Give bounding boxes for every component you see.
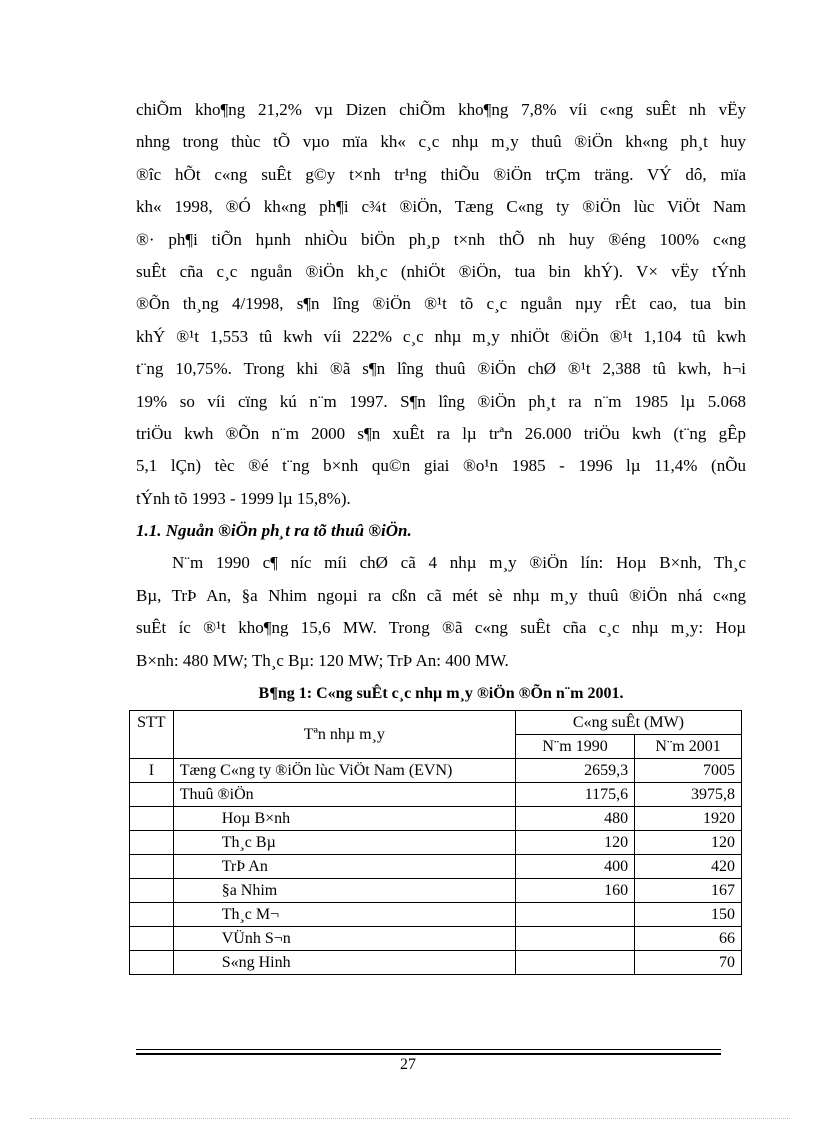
- cell-capacity-2001: 70: [635, 951, 742, 975]
- text-line: suÊt íc ®¹t kho¶ng 15,6 MW. Trong ®ã c«ng suÊt cña c¸c nhµ m¸y: Hoµ: [136, 618, 746, 638]
- cell-stt: [130, 951, 174, 975]
- cell-plant-name: Th¸c M¬: [173, 903, 515, 927]
- text-line: Bµ, TrÞ An, §a Nhim ngoµi ra cßn cã mét sè nhµ m¸y thuû ®iÖn nhá c«ng: [136, 585, 746, 605]
- header-year-2001: N¨m 2001: [635, 735, 742, 759]
- cell-capacity-1990: 120: [515, 831, 634, 855]
- text-line: ®Õn th¸ng 4/1998, s¶n lîng ®iÖn ®¹t tõ c¸c nguån nµy rÊt cao, tua bin: [136, 294, 746, 314]
- text-line: triÖu kwh ®Õn n¨m 2000 s¶n xuÊt ra lµ trªn 26.000 triÖu kwh (t¨ng gÊp: [136, 424, 746, 444]
- cell-capacity-2001: 167: [635, 879, 742, 903]
- cell-plant-name: §a Nhim: [173, 879, 515, 903]
- cell-capacity-1990: 2659,3: [515, 759, 634, 783]
- header-year-1990: N¨m 1990: [515, 735, 634, 759]
- cell-capacity-1990: 480: [515, 807, 634, 831]
- cell-capacity-2001: 120: [635, 831, 742, 855]
- cell-capacity-2001: 1920: [635, 807, 742, 831]
- table-row: [130, 879, 742, 903]
- footer-rule-thin: [136, 1049, 721, 1050]
- cell-stt: [130, 807, 174, 831]
- page-body: [136, 94, 746, 711]
- text-line: khÝ ®¹t 1,553 tû kwh víi 222% c¸c nhµ m¸y nhiÖt ®iÖn ®¹t 1,104 tû kwh: [136, 326, 746, 346]
- cell-plant-name: Tæng C«ng ty ®iÖn lùc ViÖt Nam (EVN): [173, 759, 515, 783]
- cell-stt: I: [130, 759, 174, 783]
- table-row: [130, 903, 742, 927]
- header-capacity: C«ng suÊt (MW): [515, 711, 741, 735]
- cell-plant-name: Hoµ B×nh: [173, 807, 515, 831]
- footer-rule-thick: [136, 1053, 721, 1055]
- text-line: chiÕm kho¶ng 21,2% vµ Dizen chiÕm kho¶ng 7,8% víi c«ng suÊt nh vËy: [136, 100, 746, 119]
- text-line: kh« 1998, ®Ó kh«ng ph¶i c¾t ®iÖn, Tæng C«ng ty ®iÖn lùc ViÖt Nam: [136, 197, 746, 217]
- cell-capacity-1990: [515, 903, 634, 927]
- table-row: [130, 927, 742, 951]
- cell-plant-name: S«ng Hinh: [173, 951, 515, 975]
- table-caption: B¶ng 1: C«ng suÊt c¸c nhµ m¸y ®iÖn ®Õn n¨m 2001.: [258, 684, 624, 702]
- cell-capacity-2001: 150: [635, 903, 742, 927]
- cell-capacity-2001: 420: [635, 855, 742, 879]
- cell-capacity-1990: [515, 927, 634, 951]
- cell-capacity-1990: 1175,6: [515, 783, 634, 807]
- cell-stt: [130, 903, 174, 927]
- text-line: t¨ng 10,75%. Trong khi ®ã s¶n lîng thuû ®iÖn chØ ®¹t 2,388 tû kwh, h¬i: [136, 359, 746, 379]
- table-row: [130, 783, 742, 807]
- text-line: suÊt cña c¸c nguån ®iÖn kh¸c (nhiÖt ®iÖn, tua bin khÝ). V× vËy tÝnh: [136, 262, 746, 282]
- table-row: [130, 855, 742, 879]
- text-line: tÝnh tõ 1993 - 1999 lµ 15,8%).: [136, 488, 351, 508]
- cell-plant-name: VÜnh S¬n: [173, 927, 515, 951]
- text-line: 19% so víi cïng kú n¨m 1997. S¶n lîng ®iÖn ph¸t ra n¨m 1985 lµ 5.068: [136, 391, 746, 411]
- paragraph-1: [136, 94, 746, 515]
- text-line: nhng trong thùc tÕ vµo mïa kh« c¸c nhµ m¸y thuû ®iÖn kh«ng ph¸t huy: [136, 132, 746, 152]
- cell-capacity-1990: 160: [515, 879, 634, 903]
- header-stt: STT: [130, 711, 174, 759]
- cell-stt: [130, 831, 174, 855]
- cell-plant-name: Thuû ®iÖn: [173, 783, 515, 807]
- cell-stt: [130, 855, 174, 879]
- cell-plant-name: TrÞ An: [173, 855, 515, 879]
- text-line: ®· ph¶i tiÕn hµnh nhiÒu biÖn ph¸p t×nh thÕ nh huy ®éng 100% c«ng: [136, 229, 746, 249]
- header-name: Tªn nhµ m¸y: [173, 711, 515, 759]
- page-number: 27: [400, 1056, 416, 1073]
- text-line: B×nh: 480 MW; Th¸c Bµ: 120 MW; TrÞ An: 400 MW.: [136, 650, 509, 670]
- table-row: [130, 759, 742, 783]
- section-heading: 1.1. Nguån ®iÖn ph¸t ra tõ thuû ®iÖn.: [136, 521, 412, 541]
- table-body: [130, 759, 742, 975]
- text-line: 5,1 lÇn) tèc ®é t¨ng b×nh qu©n giai ®o¹n 1985 - 1996 lµ 11,4% (nÕu: [136, 456, 746, 476]
- table-row: [130, 807, 742, 831]
- text-line: ®îc hÕt c«ng suÊt g©y t×nh tr¹ng thiÕu ®iÖn trÇm träng. VÝ dô, mïa: [136, 164, 746, 184]
- cell-capacity-2001: 7005: [635, 759, 742, 783]
- capacity-table: [129, 710, 742, 975]
- page-edge-divider: [30, 1118, 790, 1119]
- text-line: N¨m 1990 c¶ níc míi chØ cã 4 nhµ m¸y ®iÖn lín: Hoµ B×nh, Th¸c: [172, 553, 746, 573]
- cell-capacity-1990: 400: [515, 855, 634, 879]
- table-row: [130, 831, 742, 855]
- paragraph-2: [136, 547, 746, 677]
- cell-plant-name: Th¸c Bµ: [173, 831, 515, 855]
- table-row: [130, 951, 742, 975]
- cell-stt: [130, 783, 174, 807]
- cell-capacity-2001: 3975,8: [635, 783, 742, 807]
- cell-capacity-2001: 66: [635, 927, 742, 951]
- cell-stt: [130, 879, 174, 903]
- cell-capacity-1990: [515, 951, 634, 975]
- cell-stt: [130, 927, 174, 951]
